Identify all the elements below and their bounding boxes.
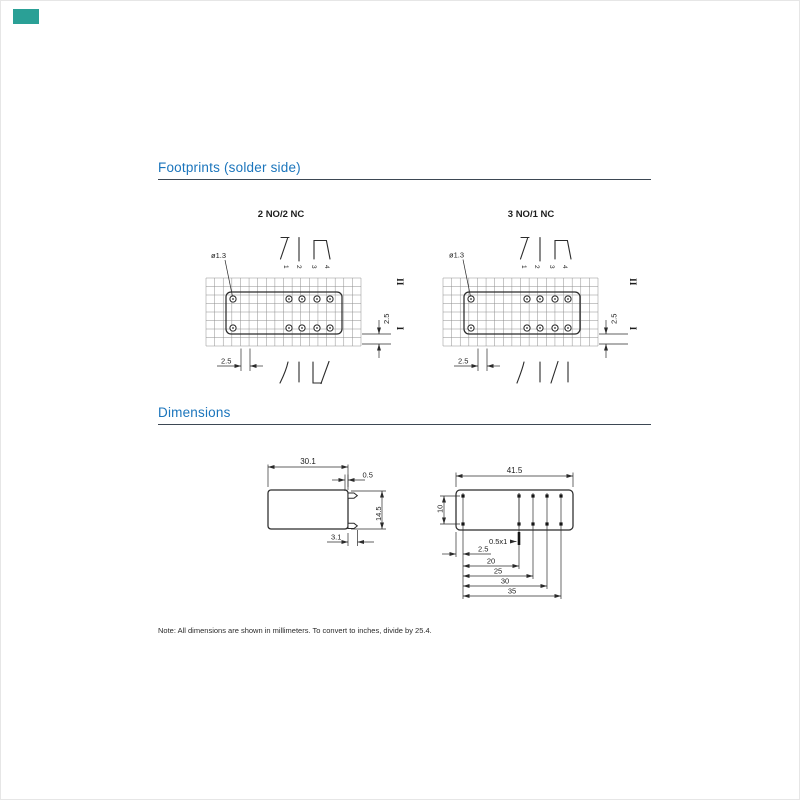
pitch-label: 2.5 [221, 356, 232, 366]
pin-length-dimension [327, 530, 374, 546]
pin-section-label: 0.5x1 [489, 537, 508, 546]
contact-symbols-top [281, 238, 331, 262]
dimension-drawing-side-view [231, 441, 431, 571]
pitch-label: 2.5 [609, 313, 619, 324]
footprint-title: 3 NO/1 NC [507, 209, 555, 220]
footprint-outline [464, 292, 580, 334]
span-dimension-20 [463, 557, 519, 567]
edge-to-pin-label: 2.5 [478, 544, 489, 554]
width-label: 41.5 [506, 466, 523, 475]
zone-label-i: I [627, 326, 637, 331]
width-label: 30.1 [300, 457, 316, 466]
pin-length-label: 3.1 [331, 532, 342, 542]
width-dimension [456, 466, 573, 487]
row-spacing-label: 10 [435, 504, 445, 513]
edge-to-pin-dimension [442, 545, 491, 555]
dimensions-section-title: Dimensions [158, 405, 231, 420]
contact-symbols-bottom [517, 362, 568, 384]
pin-numbers [520, 265, 568, 269]
pin-number: 1 [282, 265, 289, 269]
footprints-section-rule [158, 179, 651, 180]
pin-number: 4 [323, 265, 330, 269]
span-dimension-30 [463, 577, 547, 587]
footprint-diagram-3no-1nc [421, 201, 671, 396]
zone-label-ii: II [627, 278, 637, 286]
span-label: 30 [500, 576, 510, 586]
footprint-title: 2 NO/2 NC [257, 209, 305, 220]
pin-number: 3 [548, 265, 555, 269]
contact-symbols-bottom [280, 362, 329, 384]
span-label: 25 [493, 566, 503, 576]
width-dimension [268, 457, 348, 487]
span-dimension-35 [463, 587, 561, 597]
footprints-section-title: Footprints (solder side) [158, 160, 301, 175]
pcb-grid [443, 278, 598, 346]
span-label: 20 [486, 556, 496, 566]
span-dimension-25 [463, 567, 533, 577]
pitch-dimension-right [599, 314, 628, 358]
pitch-dimension-right [362, 314, 391, 358]
pitch-dimension-bottom [217, 349, 263, 372]
relay-pin-top [348, 493, 357, 498]
pcb-grid [206, 278, 361, 346]
zone-label-i: I [394, 326, 404, 331]
hole-diameter-label: ø1.3 [211, 251, 227, 260]
pin-number: 3 [310, 265, 317, 269]
pitch-label: 2.5 [382, 313, 391, 324]
pin-number: 2 [533, 265, 540, 269]
span-label: 35 [507, 586, 517, 596]
solder-pads [468, 296, 571, 331]
dimension-drawing-bottom-view [431, 441, 661, 611]
pitch-dimension-bottom [454, 349, 500, 372]
relay-body-outline [268, 490, 348, 529]
pin-number: 2 [295, 265, 302, 269]
pin-squares [461, 494, 562, 525]
relay-base-outline [456, 490, 573, 530]
contact-symbols-top [521, 238, 572, 262]
relay-pin-bottom [348, 523, 357, 528]
units-note: Note: All dimensions are shown in millimeters. To convert to inches, divide by 25.4. [158, 626, 432, 635]
solder-pads [230, 296, 333, 331]
pin-numbers [282, 265, 330, 269]
height-label: 14.5 [374, 506, 383, 521]
pitch-label: 2.5 [458, 356, 469, 366]
hole-diameter-label: ø1.3 [449, 250, 465, 260]
pin-offset-dimension [332, 471, 373, 492]
dimensions-section-rule [158, 424, 651, 425]
zone-label-ii: II [394, 278, 404, 286]
footprint-diagram-2no-2nc [151, 201, 411, 396]
pin-cross-section [489, 532, 519, 546]
page-color-tab [13, 9, 39, 24]
footprint-outline [226, 292, 342, 334]
pin-offset-label: 0.5 [362, 470, 373, 480]
pin-number: 4 [561, 265, 568, 269]
pin-number: 1 [520, 265, 527, 269]
